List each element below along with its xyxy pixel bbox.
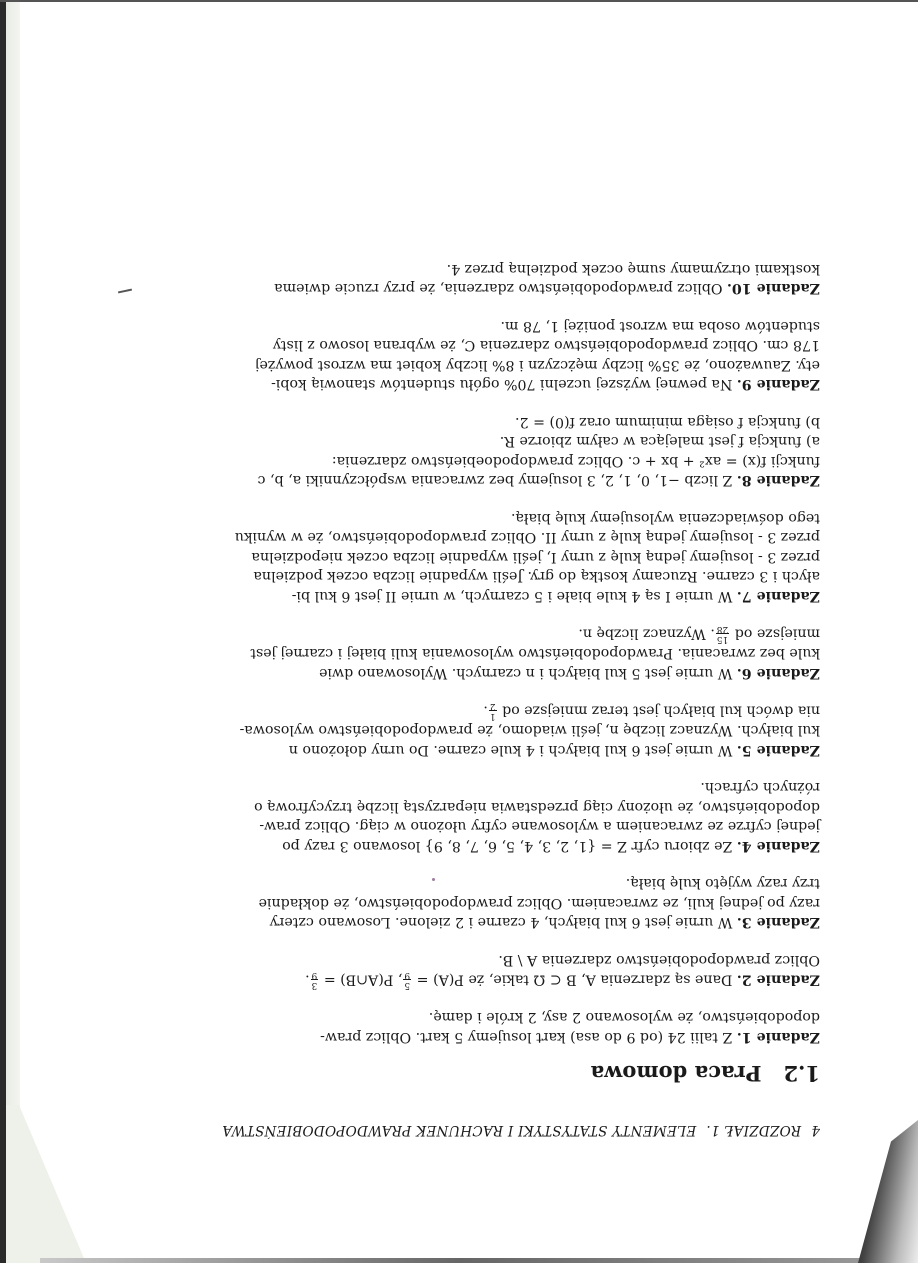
task-text: . Wyznacz liczbę n.	[578, 625, 715, 642]
task-label: Zadanie 2.	[736, 971, 820, 988]
task-8	[100, 412, 820, 490]
task-text: kul białych. Wyznacz liczbę n, jeśli wiadomo, że prawdopodobieństwo wylosowa-	[239, 722, 820, 739]
task-text: ałych i 3 czarne. Rzucamy kostką do gry. Jeśli wypadnie liczba oczek podzielna	[253, 568, 820, 585]
task-label: Zadanie 9.	[736, 376, 820, 393]
task-text: .	[483, 702, 488, 719]
task-text: przez 3 - losujemy jedną kulę z urny II. Oblicz prawdopodobieństwo, że w wyniku	[234, 529, 820, 546]
running-header	[100, 1120, 820, 1140]
task-label: Zadanie 4.	[736, 838, 820, 854]
task-label: Zadanie 6.	[736, 665, 820, 681]
denominator: 28	[716, 624, 729, 634]
task-text: kule bez zwracania. Prawdopodobieństwo wylosowania kuli białej i czarnej jest	[250, 645, 820, 662]
task-text: trzy razy wyjęto kulę białą.	[625, 875, 820, 892]
numerator: 15	[716, 634, 729, 644]
task-5	[100, 700, 820, 759]
task-7	[100, 508, 820, 606]
task-text: W urnie jest 6 kul białych, 4 czarne i 2 zielone. Losowano cztery	[269, 914, 733, 931]
task-label: Zadanie 8.	[736, 472, 820, 489]
subtask-b: b) funkcja f osiąga minimum oraz f(0) = 2.	[515, 414, 820, 430]
task-9	[100, 316, 820, 394]
task-text: tego doświadczenia wylosujemy kulę białą.	[510, 510, 820, 526]
task-text: różnych cyfrach.	[700, 779, 820, 796]
task-text: Oblicz prawdopodobieństwo zdarzenia A \ B.	[498, 952, 820, 968]
task-text: jednej cyfrze ze zwracaniem a wylosowane cyfry ułożono w ciąg. Oblicz praw-	[259, 818, 820, 835]
fraction	[716, 624, 729, 643]
task-text: mniejsze od	[734, 625, 820, 642]
task-2	[100, 950, 820, 990]
task-1	[100, 1007, 820, 1046]
task-text-last	[100, 700, 820, 720]
task-text: studentów osoba ma wzrost poniżej 1, 78 m.	[500, 318, 820, 334]
task-label: Zadanie 7.	[736, 588, 820, 604]
task-text: Z talii 24 (od 9 do asa) kart losujemy 5 kart. Oblicz praw-	[320, 1029, 733, 1045]
task-text: Ze zbioru cyfr Z = {1, 2, 3, 4, 5, 6, 7, 8, 9} losowano 3 razy po	[282, 838, 733, 854]
section-title: Praca domowa	[590, 1061, 762, 1087]
numerator: 5	[404, 980, 411, 990]
task-text: Oblicz prawdopodobieństwo zdarzenia, że przy rzucie dwiema	[274, 280, 723, 297]
task-text: razy po jednej kuli, ze zwracaniem. Oblicz prawdopodobieństwo, że dokładnie	[258, 895, 820, 911]
subtask-a: a) funkcja f jest malejąca w całym zbiorze R.	[499, 433, 820, 450]
task-text-last	[100, 623, 820, 643]
task-text: kostkami otrzymamy sumę oczek podzielną przez 4.	[446, 261, 820, 277]
task-6	[100, 623, 820, 682]
section-heading	[100, 1061, 820, 1087]
denominator: 9	[311, 970, 318, 980]
fraction	[403, 970, 411, 989]
task-text: .	[305, 971, 310, 988]
task-4	[100, 777, 820, 855]
section-number: 1.2	[783, 1061, 820, 1087]
task-3	[100, 873, 820, 932]
page-content	[100, 241, 820, 1140]
numerator: 1	[489, 711, 496, 721]
task-label: Zadanie 1.	[736, 1029, 820, 1045]
task-text: W urnie jest 6 kul białych i 4 kule czarne. Do urny dołożono n	[288, 742, 733, 758]
task-text: przez 3 - losujemy jedną kulę z urny I, jeśli wypadnie liczba oczek niepodzielna	[251, 549, 820, 565]
task-text: dopodobieństwo, że ułożony ciąg przedstawia nieparzystą liczbę trzycyfrową o	[254, 799, 820, 815]
fraction	[489, 701, 497, 720]
chapter-title: ELEMENTY STATYSTYKI I RACHUNEK PRAWDOPODOBIEŃSTWA	[222, 1122, 697, 1138]
fraction	[311, 970, 319, 989]
task-text: nia dwóch kul białych jest teraz mniejsze od	[502, 702, 820, 719]
page-number: 4	[811, 1122, 820, 1138]
task-label: Zadanie 5.	[736, 742, 820, 758]
task-10	[100, 259, 820, 298]
task-text: Dane są zdarzenia A, B ⊂ Ω takie, że P(A) =	[416, 971, 733, 988]
task-text: Z liczb −1, 0, 1, 2, 3 losujemy bez zwracania współczynniki a, b, c	[257, 472, 733, 489]
denominator: 9	[404, 970, 411, 980]
chapter-label: ROZDZIAŁ 1.	[706, 1122, 802, 1138]
task-text: funkcji f(x) = ax² + bx + c. Oblicz prawdopodoebieństwo zdarzenia:	[331, 453, 820, 469]
task-label: Zadanie 10.	[726, 280, 820, 297]
task-text: Na pewnej wyższej uczelni 70% ogółu studentów stanowią kobi-	[271, 376, 733, 393]
task-text: W urnie I są 4 kule białe i 5 czarnych, w urnie II jest 6 kul bi-	[291, 588, 733, 604]
task-text: W urnie jest 5 kul białych i n czarnych. Wylosowano dwie	[319, 665, 733, 681]
denominator: 2	[489, 701, 496, 711]
task-text: ety. Zauważono, że 35% liczby mężczyzn i 8% liczby kobiet ma wzrost powyżej	[255, 357, 820, 373]
task-label: Zadanie 3.	[736, 914, 820, 931]
task-text: , P(A∩B) =	[323, 971, 403, 988]
task-text: 178 cm. Oblicz prawdopodobieństwo zdarzenia C, że wybrana losowo z listy	[272, 337, 820, 354]
task-text: dopodobieństwo, że wylosowano 2 asy, 2 króle i damę.	[428, 1009, 820, 1026]
numerator: 3	[311, 980, 318, 990]
